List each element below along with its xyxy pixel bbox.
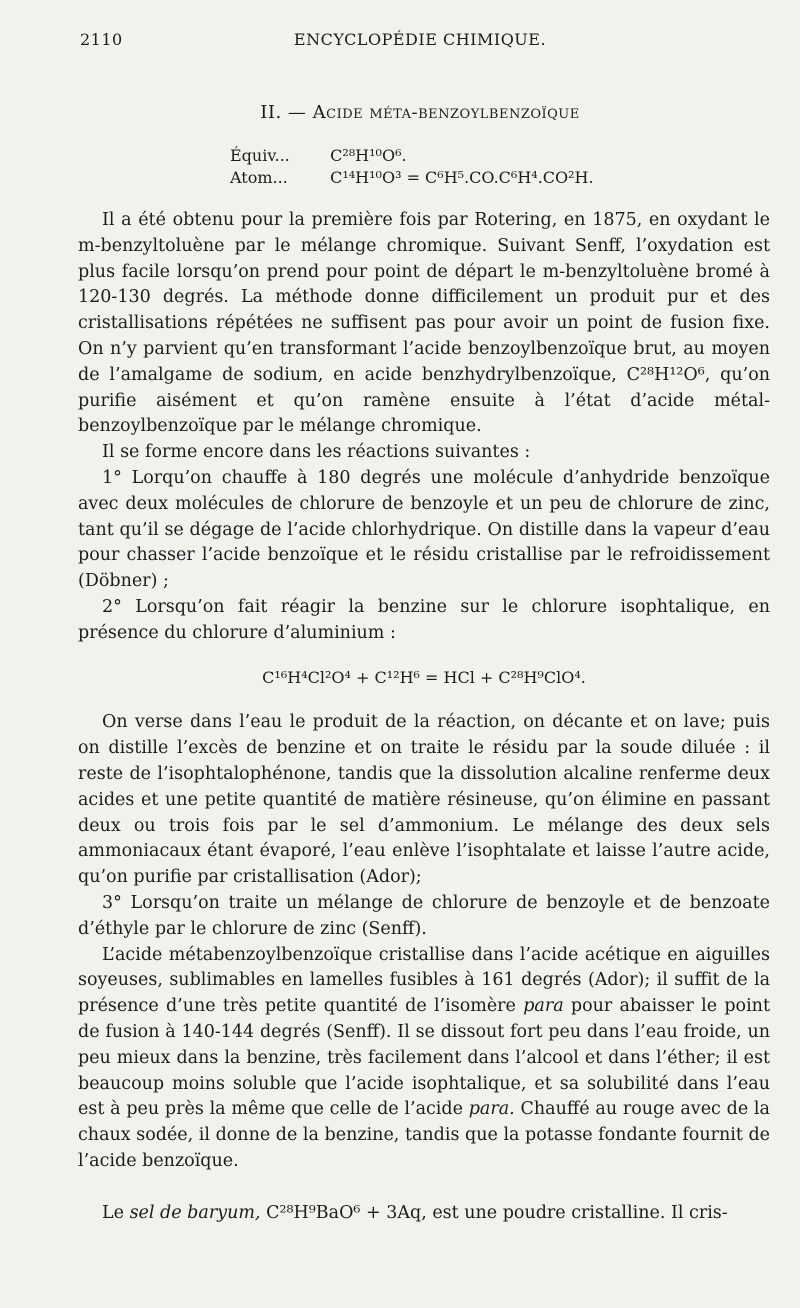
paragraph-workup: On verse dans l’eau le produit de la réaction, on décante et on lave; puis on distille l’excès de benzine et on traite le résidu par la soude diluée : il reste de l’isophtalophénone, tandis que la dissolution alcaline renferme deux acides et une petite quantité de matière résineuse, qu’on élimine en passant deux ou trois fois par le sel d’ammonium. Le mélange des deux sels ammoniacaux étant évaporé, l’eau enlève l’isophtalate et laisse l’autre acide, qu’on purifie par cristallisation (Ador);	[78, 712, 770, 888]
equiv-formula: C²⁸H¹⁰O⁶.	[330, 146, 407, 165]
formula-block	[230, 145, 594, 189]
paragraph-properties	[78, 943, 770, 1175]
paragraph-reaction-1: 1° Lorqu’on chauffe à 180 degrés une molécule d’anhydride benzoïque avec deux molécules de chlorure de benzoyle et un peu de chlorure de zinc, tant qu’il se dégage de l’acide chlorhydrique. On distille dans la vapeur d’eau pour chasser l’acide benzoïque et le résidu cristallise par le refroidissement (Döbner) ;	[78, 467, 770, 592]
section-title	[80, 102, 760, 123]
paragraph-reactions-intro: Il se forme encore dans les réactions suivantes :	[102, 442, 531, 463]
properties-text-2: pour abaisser le point de fusion à 140-144 degrés (Senff). Il se dissout fort peu dans l’eau froide, un peu mieux dans la benzine, très facilement dans l’alcool et dans l’éther; il est beaucoup moins soluble que l’acide isophtalique, et sa solubilité dans l’eau est à peu près la même que celle de l’acide	[78, 996, 770, 1120]
barium-salt-term: sel de baryum,	[129, 1202, 261, 1223]
isomer-para-term: para	[523, 996, 564, 1017]
barium-prefix: Le	[102, 1202, 124, 1223]
section-name: Acide méta-benzoylbenzoïque	[312, 102, 580, 123]
body-text	[78, 208, 770, 1226]
running-title: ENCYCLOPÉDIE CHIMIQUE.	[293, 30, 547, 49]
equiv-line	[230, 145, 594, 167]
atom-line	[230, 167, 594, 189]
properties-text-1: L’acide métabenzoylbenzoïque cristallise dans l’acide acétique en aiguilles soyeuses, sublimables en lamelles fusibles à 161 degrés (Ador); il suffit de la présence d’une très petite quantité de l’isomère	[78, 944, 770, 1017]
barium-text: C²⁸H⁹BaO⁶ + 3Aq, est une poudre cristalline. Il cris-	[266, 1202, 728, 1223]
page-header	[80, 30, 760, 54]
paragraph-origin: Il a été obtenu pour la première fois par Rotering, en 1875, en oxydant le m-benzyltoluène par le mélange chromique. Suivant Senff, l’oxydation est plus facile lorsqu’on prend pour point de départ le m-benzyltoluène bromé à 120-130 degrés. La méthode donne difficilement un produit pur et des cristallisations répétées ne suffisent pas pour avoir un point de fusion fixe. On n’y parvient qu’en transformant l’acide benzoylbenzoïque brut, au moyen de l’amalgame de sodium, en acide benzhydrylbenzoïque, C²⁸H¹²O⁶, qu’on purifie aisément et qu’on ramène ensuite à l’état d’acide métal-benzoylbenzoïque par le mélange chromique.	[78, 210, 770, 437]
atom-formula: C¹⁴H¹⁰O³ = C⁶H⁵.CO.C⁶H⁴.CO²H.	[330, 168, 594, 187]
atom-label: Atom...	[230, 168, 288, 187]
equiv-label: Équiv...	[230, 146, 290, 165]
paragraph-barium-salt	[78, 1201, 770, 1227]
page-number: 2110	[80, 30, 123, 49]
reaction-equation: C¹⁶H⁴Cl²O⁴ + C¹²H⁶ = HCl + C²⁸H⁹ClO⁴.	[262, 667, 586, 687]
paragraph-reaction-2: 2° Lorsqu’on fait réagir la benzine sur le chlorure isophtalique, en présence du chlorure d’aluminium :	[78, 596, 770, 643]
acid-para-term: para.	[468, 1099, 515, 1120]
paragraph-reaction-3: 3° Lorsqu’on traite un mélange de chlorure de benzoyle et de benzoate d’éthyle par le chlorure de zinc (Senff).	[78, 892, 770, 939]
properties-text-3: Chauffé au rouge avec de la chaux sodée, il donne de la benzine, tandis que la potasse fondante fournit de l’acide benzoïque.	[78, 1099, 770, 1171]
section-number: II. —	[260, 102, 307, 123]
